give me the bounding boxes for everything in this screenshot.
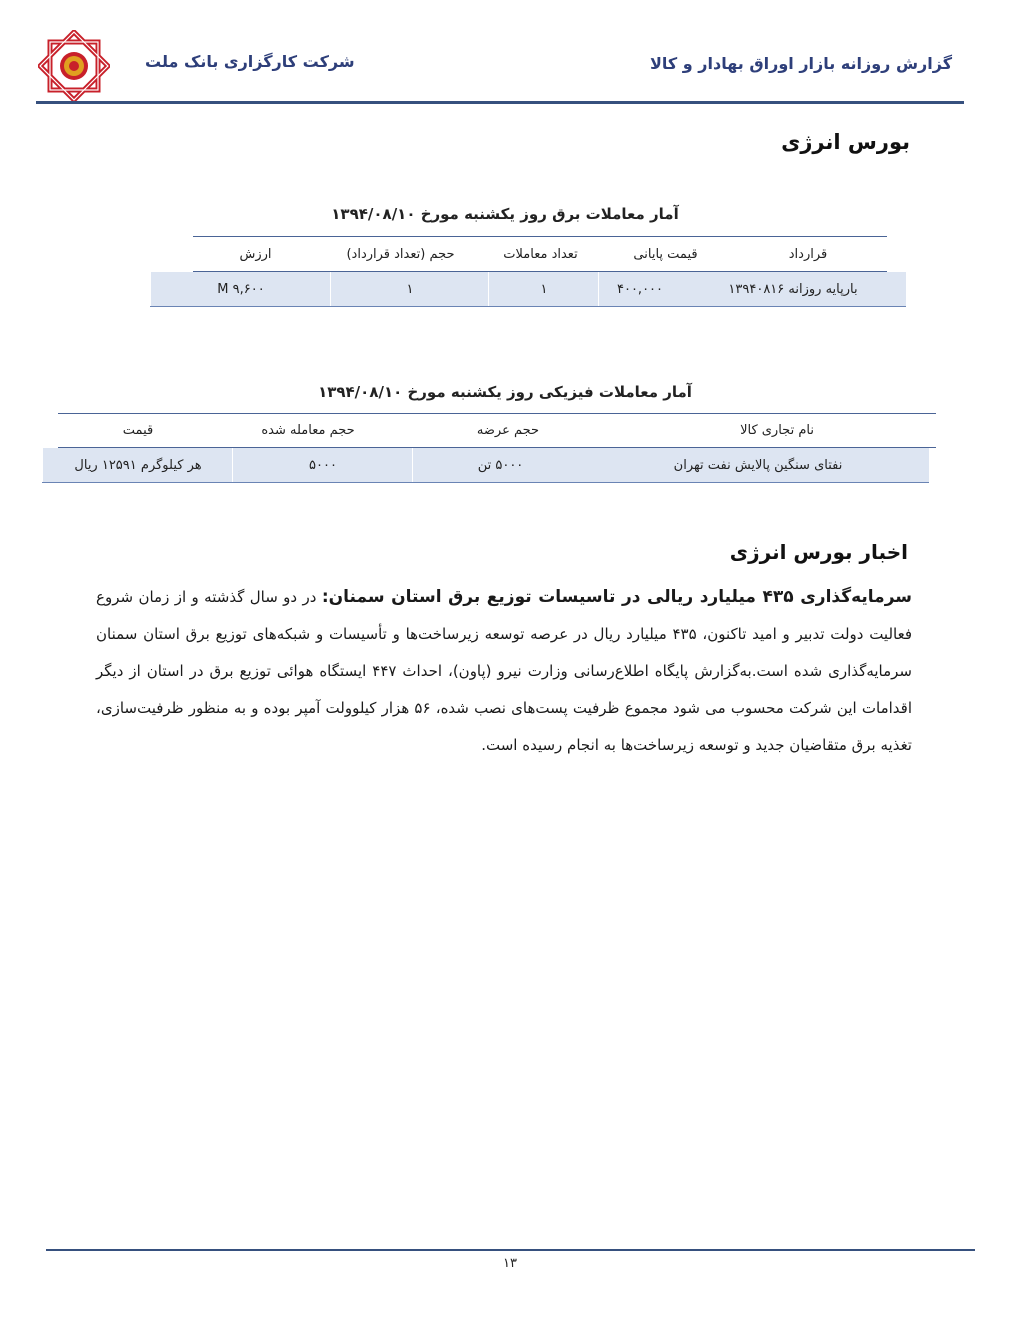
table-cell: ۴۰۰,۰۰۰: [598, 272, 681, 306]
table-cell: ۹,۶۰۰ M: [150, 272, 331, 306]
column-header: نام تجاری کالا: [740, 423, 814, 438]
section-title: بورس انرژی: [781, 130, 910, 154]
table-header-row: [193, 236, 887, 272]
table-header-row: [58, 413, 936, 448]
news-headline: سرمایه‌گذاری ۴۳۵ میلیارد ریالی در تاسیسات توزیع برق استان سمنان:: [321, 587, 912, 607]
company-name: شرکت کارگزاری بانک ملت: [145, 52, 355, 71]
header-divider: [36, 101, 964, 104]
news-body: در دو سال گذشته و از زمان شروع فعالیت دولت تدبیر و امید تاکنون، ۴۳۵ میلیارد ریال در عرصه توسعه زیرساخت‌ها و تأسیسات و شبکه‌های توزیع برق استان سمنان سرمایه‌گذاری شده است.به‌گزارش پایگاه اطلاع‌رسانی وزارت نیرو (پاون)، احداث ۴۴۷ ایستگاه هوائی توزیع برق در استان از دیگر اقدامات این شرکت محسوب می شود مجموع ظرفیت پست‌های نصب شده، ۵۶ هزار کیلوولت آمپر بوده و به منظور ظرفیت‌سازی، تغذیه برق متقاضیان جدید و توسعه زیرساخت‌ها به انجام رسیده است.: [96, 588, 913, 754]
footer-divider: [46, 1249, 975, 1251]
column-header: قیمت: [122, 423, 154, 438]
news-paragraph: [96, 579, 912, 764]
news-title: اخبار بورس انرژی: [729, 540, 908, 564]
page-number: ۱۳: [503, 1256, 517, 1271]
table-cell: هر کیلوگرم ۱۲۵۹۱ ریال: [42, 448, 233, 482]
table-cell: نفتای سنگین پالایش نفت تهران: [673, 457, 843, 473]
column-header: حجم معامله شده: [261, 423, 355, 438]
table-row: [42, 448, 929, 483]
physical-table: [42, 413, 937, 485]
table-cell: ۱: [330, 272, 489, 306]
report-title: گزارش روزانه بازار اوراق بهادار و کالا: [649, 54, 952, 73]
column-header: حجم عرضه: [476, 423, 540, 438]
electricity-table: [150, 236, 906, 308]
table-cell: ۱: [488, 272, 599, 306]
physical-table-caption: آمار معاملات فیزیکی روز یکشنبه مورخ ۱۳۹۴/۰۸/۱۰: [318, 383, 692, 401]
column-header: تعداد معاملات: [503, 246, 578, 262]
table-cell: ۵۰۰۰: [232, 448, 413, 482]
electricity-table-caption: آمار معاملات برق روز یکشنبه مورخ ۱۳۹۴/۰۸/۱۰: [331, 205, 679, 223]
bank-mellat-logo-icon: [38, 30, 110, 102]
table-row: [150, 272, 906, 307]
column-header: ارزش: [239, 246, 272, 262]
table-cell: بارپایه روزانه ۱۳۹۴۰۸۱۶: [728, 281, 858, 297]
column-header: حجم (تعداد قرارداد): [346, 246, 455, 262]
column-header: قرارداد: [788, 246, 828, 262]
column-header: قیمت پایانی: [633, 246, 698, 262]
table-cell: ۵۰۰۰ تن: [412, 448, 588, 482]
